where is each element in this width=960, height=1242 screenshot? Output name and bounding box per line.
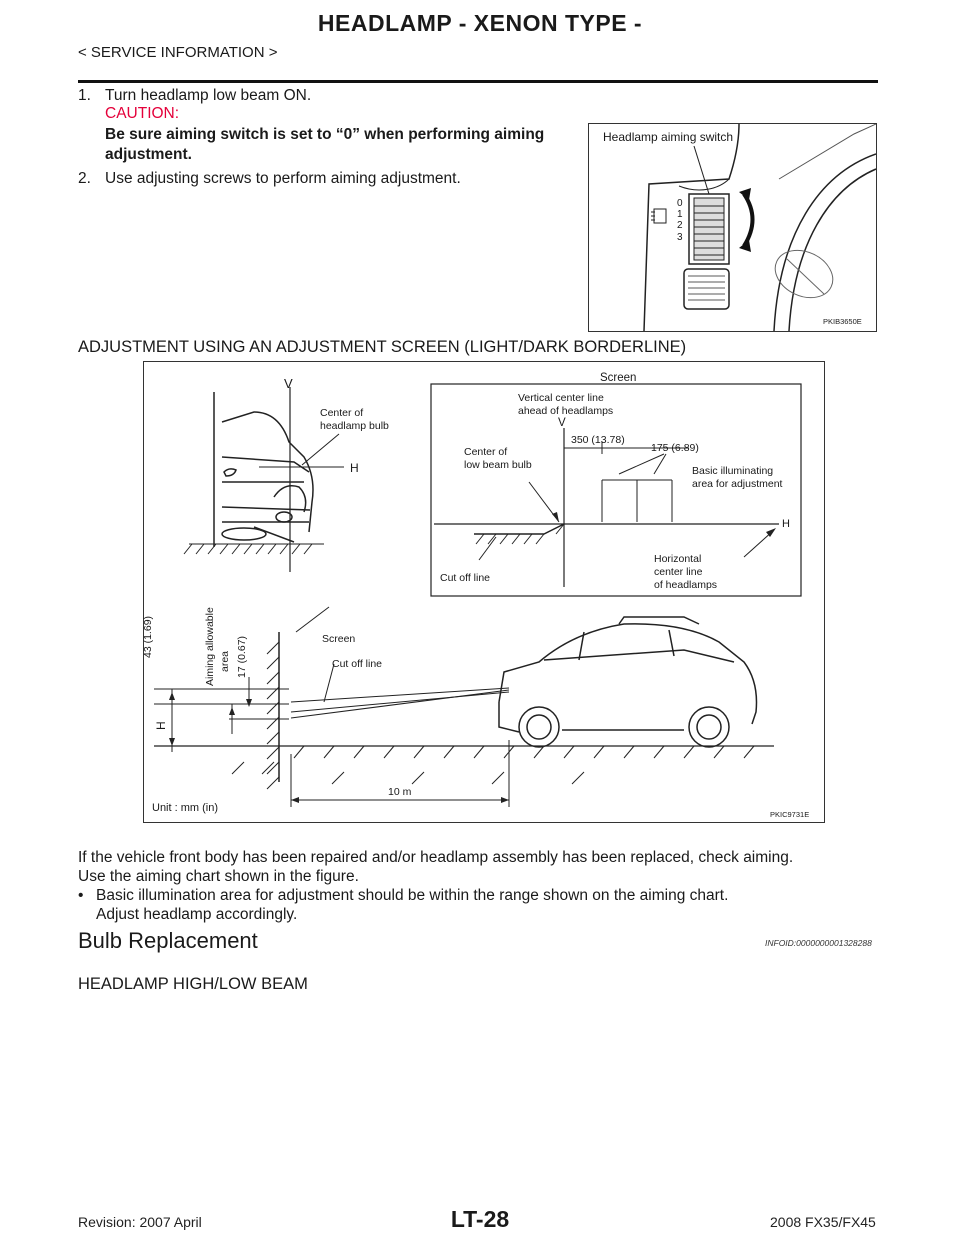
figure2-code: PKIC9731E xyxy=(770,810,810,819)
body-para-1: If the vehicle front body has been repaired and/or headlamp assembly has been replaced, check aiming. xyxy=(78,849,794,866)
dim-10m-label: 10 m xyxy=(388,786,412,798)
aiming-area-label-1: Aiming allowable xyxy=(204,607,216,686)
vertical-center-label-2: ahead of headlamps xyxy=(518,405,614,417)
step-1-text: Turn headlamp low beam ON. xyxy=(105,87,312,104)
center-low-beam-label-2: low beam bulb xyxy=(464,459,532,471)
vertical-center-label-1: Vertical center line xyxy=(518,392,604,404)
info-id: INFOID:0000000001328288 xyxy=(765,938,872,948)
switch-position-1: 1 xyxy=(677,209,683,220)
bullet-text-cont: Adjust headlamp accordingly. xyxy=(96,906,298,923)
switch-position-2: 2 xyxy=(677,220,683,231)
h-label-car: H xyxy=(350,461,359,475)
center-headlamp-label-2: headlamp bulb xyxy=(320,420,389,432)
bulb-replacement-title: Bulb Replacement xyxy=(78,928,258,953)
bullet-text: Basic illumination area for adjustment should be within the range shown on the aiming chart. xyxy=(96,887,729,904)
cut-off-line-label-top: Cut off line xyxy=(440,572,491,584)
basic-area-label-1: Basic illuminating xyxy=(692,465,774,477)
step-2-number: 2. xyxy=(78,170,91,187)
horizontal-center-label-3: of headlamps xyxy=(654,579,718,591)
figure1-code: PKIB3650E xyxy=(823,317,862,326)
horizontal-center-label-2: center line xyxy=(654,566,703,578)
body-para-2: Use the aiming chart shown in the figure. xyxy=(78,868,359,885)
basic-area-label-2: area for adjustment xyxy=(692,478,783,490)
v-label-car: V xyxy=(284,376,293,391)
center-low-beam-label-1: Center of xyxy=(464,446,508,458)
dim-175-label: 175 (6.89) xyxy=(651,442,699,454)
step-2-text: Use adjusting screws to perform aiming adjustment. xyxy=(105,170,461,187)
center-headlamp-label-1: Center of xyxy=(320,407,364,419)
caution-text-line2: adjustment. xyxy=(105,146,192,163)
dim-350-label: 350 (13.78) xyxy=(571,434,625,446)
horizontal-center-label-1: Horizontal xyxy=(654,553,702,565)
v-label-screen: V xyxy=(558,417,566,429)
h-label-screen: H xyxy=(782,518,790,530)
cut-off-line-label-bottom: Cut off line xyxy=(332,658,383,670)
aiming-chart-figure xyxy=(143,361,825,823)
aiming-switch-figure xyxy=(588,123,877,332)
unit-label: Unit : mm (in) xyxy=(152,802,218,814)
page-title: HEADLAMP - XENON TYPE - xyxy=(317,10,643,36)
dim-17-label: 17 (0.67) xyxy=(236,635,248,678)
aiming-area-label-2: area xyxy=(219,650,231,672)
aiming-chart-diagram xyxy=(144,362,824,822)
step-1-number: 1. xyxy=(78,87,91,104)
adjustment-section-heading: ADJUSTMENT USING AN ADJUSTMENT SCREEN (LIGHT/DARK BORDERLINE) xyxy=(78,338,687,356)
model-label: 2008 FX35/FX45 xyxy=(770,1214,876,1230)
caution-text-line1: Be sure aiming switch is set to “0” when performing aiming xyxy=(105,126,545,143)
screen-label-bottom: Screen xyxy=(322,633,356,645)
header-rule xyxy=(78,80,878,83)
page-number: LT-28 xyxy=(450,1206,510,1232)
caution-label: CAUTION: xyxy=(105,105,180,122)
screen-label-top: Screen xyxy=(600,372,637,384)
aiming-switch-label: Headlamp aiming switch xyxy=(603,130,734,144)
h-label-side: H xyxy=(154,721,168,730)
aiming-switch-diagram xyxy=(589,124,876,331)
switch-position-3: 3 xyxy=(677,232,683,243)
section-breadcrumb: < SERVICE INFORMATION > xyxy=(78,44,278,61)
revision-label: Revision: 2007 April xyxy=(78,1214,202,1230)
switch-position-0: 0 xyxy=(677,198,683,209)
bullet-marker: • xyxy=(78,887,84,904)
dim-43-label: 43 (1.69) xyxy=(142,615,154,658)
headlamp-beam-subheading: HEADLAMP HIGH/LOW BEAM xyxy=(78,975,308,993)
